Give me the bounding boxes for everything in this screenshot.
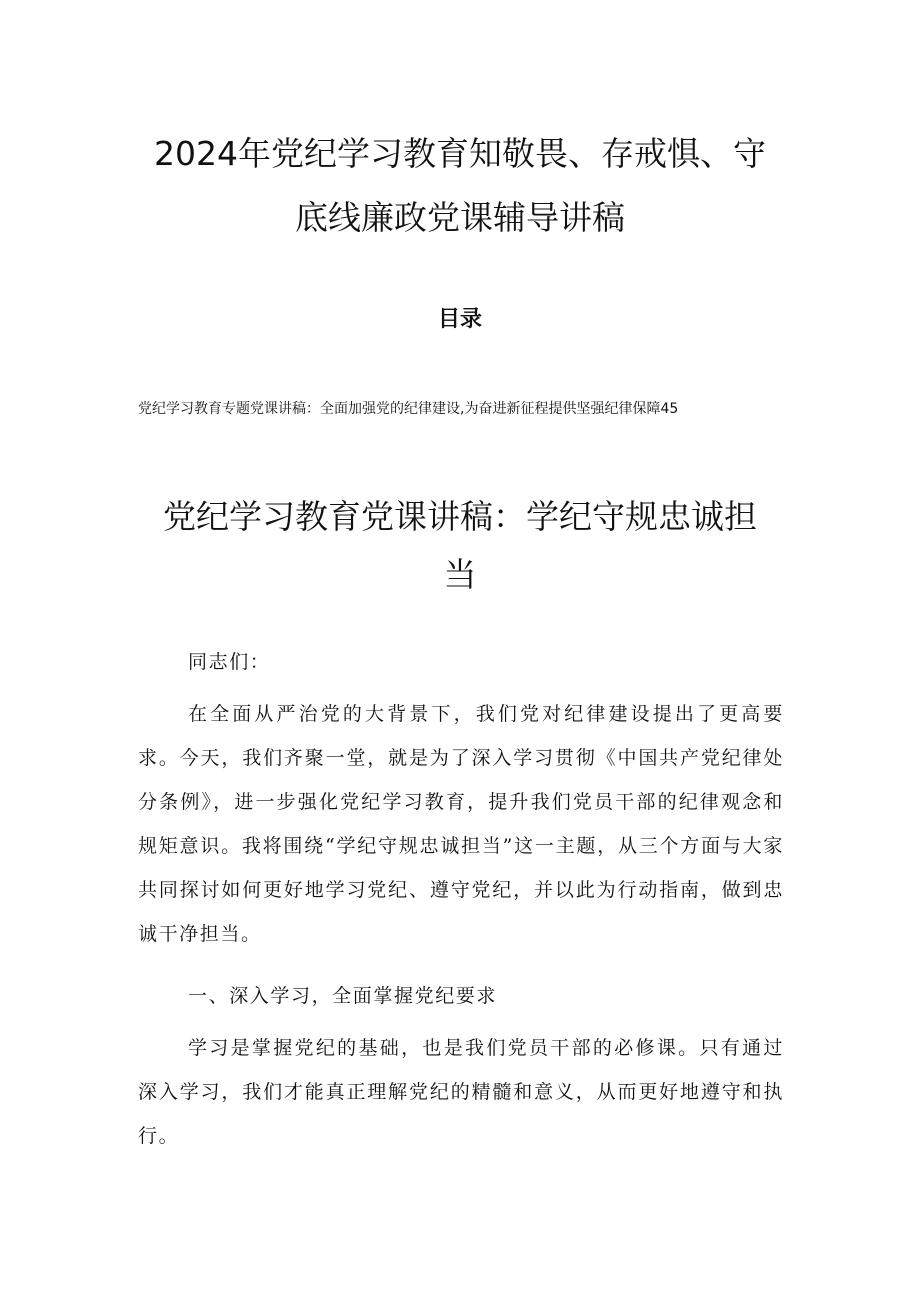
section-title (140, 488, 780, 604)
salutation: 同志们： (188, 651, 271, 673)
toc-heading: 目录 (437, 307, 482, 332)
paragraph-intro: 在全面从严治党的大背景下，我们党对纪律建设提出了更高要求。今天，我们齐聚一堂，就是为了深入学习贯彻《中国共产党纪律处分条例》，进一步强化党纪学习教育，提升我们党员干部的纪律观念和规矩意识。我将围绕“学纪守规忠诚担当”这一主题，从三个方面与大家共同探讨如何更好地学习党纪、遵守党纪，并以此为行动指南，做到忠诚干净担当。 (138, 703, 784, 945)
document-title-line-1: 2024年党纪学习教育知敬畏、存戒惧、守 (154, 134, 766, 173)
document-title (100, 122, 820, 250)
section-title-line-1: 党纪学习教育党课讲稿：学纪守规忠诚担 (163, 497, 757, 536)
toc-entry[interactable]: 党纪学习教育专题党课讲稿：全面加强党的纪律建设,为奋进新征程提供坚强纪律保障45 (138, 401, 679, 417)
section-title-line-2: 当 (443, 555, 477, 594)
document-title-line-2: 底线廉政党课辅导讲稿 (295, 198, 625, 237)
paragraph-study: 学习是掌握党纪的基础，也是我们党员干部的必修课。只有通过深入学习，我们才能真正理解党纪的精髓和意义，从而更好地遵守和执行。 (138, 1037, 784, 1147)
subheading-one: 一、深入学习，全面掌握党纪要求 (188, 985, 498, 1007)
